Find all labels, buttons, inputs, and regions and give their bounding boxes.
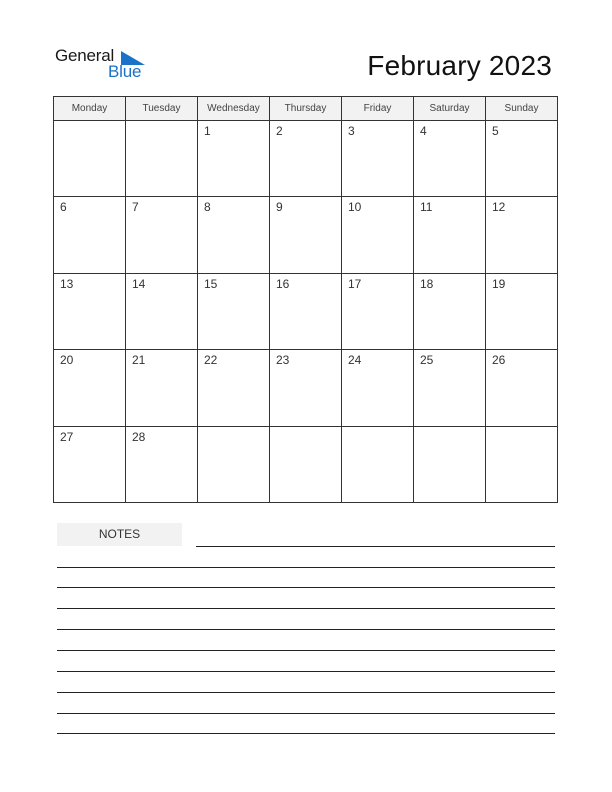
- day-number: [414, 427, 485, 430]
- day-number: [270, 427, 341, 430]
- day-number: 16: [276, 276, 290, 291]
- day-number: [486, 427, 557, 430]
- day-cell: [54, 350, 126, 426]
- day-cell: [126, 273, 198, 349]
- day-cell: [414, 197, 486, 273]
- day-cell: [198, 273, 270, 349]
- weekday-header-row: [54, 97, 558, 121]
- day-number: 18: [420, 276, 434, 291]
- day-cell: [342, 426, 414, 502]
- day-number: 6: [60, 200, 67, 215]
- week-row: [54, 426, 558, 502]
- day-cell: [126, 197, 198, 273]
- day-number: 10: [348, 200, 362, 215]
- day-number: 14: [132, 276, 146, 291]
- day-number: 13: [60, 276, 74, 291]
- day-number: 28: [132, 429, 146, 444]
- day-number: 21: [132, 353, 146, 368]
- notes-line: [57, 608, 555, 609]
- notes-line: [57, 650, 555, 651]
- day-cell: [270, 197, 342, 273]
- day-number: 12: [492, 200, 506, 215]
- day-cell: [270, 121, 342, 197]
- weekday-header: Saturday: [414, 97, 486, 121]
- day-cell: [54, 273, 126, 349]
- day-cell: [414, 350, 486, 426]
- brand-logo: [55, 46, 155, 86]
- day-number: 3: [348, 124, 355, 138]
- day-number: 17: [348, 276, 362, 291]
- notes-line: [196, 546, 555, 547]
- day-number: 27: [60, 429, 74, 444]
- day-cell: [342, 197, 414, 273]
- day-number: 2: [276, 124, 283, 138]
- day-cell: [198, 121, 270, 197]
- day-cell: [414, 121, 486, 197]
- day-cell: [126, 121, 198, 197]
- week-row: [54, 273, 558, 349]
- notes-line: [57, 733, 555, 734]
- day-number: 25: [420, 353, 434, 368]
- day-number: 4: [420, 124, 427, 138]
- day-cell: [198, 350, 270, 426]
- day-cell: [486, 197, 558, 273]
- week-row: [54, 121, 558, 197]
- logo-text-general: General: [55, 46, 115, 65]
- day-cell: [342, 121, 414, 197]
- calendar-grid: [53, 96, 558, 503]
- notes-line: [57, 629, 555, 630]
- day-cell: [414, 426, 486, 502]
- day-number: [126, 121, 197, 124]
- day-cell: [414, 273, 486, 349]
- day-number: [198, 427, 269, 430]
- notes-label: NOTES: [57, 523, 182, 546]
- notes-line: [57, 587, 555, 588]
- week-row: [54, 350, 558, 426]
- day-cell: [486, 273, 558, 349]
- week-row: [54, 197, 558, 273]
- day-cell: [54, 426, 126, 502]
- page-title: February 2023: [367, 50, 552, 81]
- day-number: 26: [492, 353, 506, 368]
- day-number: 19: [492, 276, 506, 291]
- day-cell: [270, 350, 342, 426]
- day-cell: [342, 350, 414, 426]
- day-number: 20: [60, 353, 74, 368]
- day-cell: [198, 426, 270, 502]
- day-number: 9: [276, 200, 283, 215]
- day-cell: [126, 350, 198, 426]
- day-cell: [54, 197, 126, 273]
- day-number: 1: [204, 124, 211, 138]
- day-cell: [198, 197, 270, 273]
- day-cell: [270, 426, 342, 502]
- weekday-header: Thursday: [270, 97, 342, 121]
- day-number: 7: [132, 200, 139, 215]
- day-number: 15: [204, 276, 218, 291]
- day-number: [342, 427, 413, 430]
- weekday-header: Sunday: [486, 97, 558, 121]
- day-cell: [486, 121, 558, 197]
- day-number: 5: [492, 124, 499, 138]
- notes-line: [57, 671, 555, 672]
- day-number: 24: [348, 353, 362, 368]
- day-number: [54, 121, 125, 124]
- notes-line: [57, 567, 555, 568]
- day-cell: [54, 121, 126, 197]
- day-cell: [486, 350, 558, 426]
- day-cell: [270, 273, 342, 349]
- weekday-header: Monday: [54, 97, 126, 121]
- weekday-header: Friday: [342, 97, 414, 121]
- notes-line: [57, 713, 555, 714]
- logo-text-blue: Blue: [108, 62, 142, 81]
- day-number: 11: [420, 200, 433, 215]
- day-number: 23: [276, 353, 290, 368]
- day-cell: [126, 426, 198, 502]
- day-cell: [486, 426, 558, 502]
- day-cell: [342, 273, 414, 349]
- weekday-header: Wednesday: [198, 97, 270, 121]
- weekday-header: Tuesday: [126, 97, 198, 121]
- day-number: 8: [204, 200, 211, 215]
- day-number: 22: [204, 353, 218, 368]
- notes-line: [57, 692, 555, 693]
